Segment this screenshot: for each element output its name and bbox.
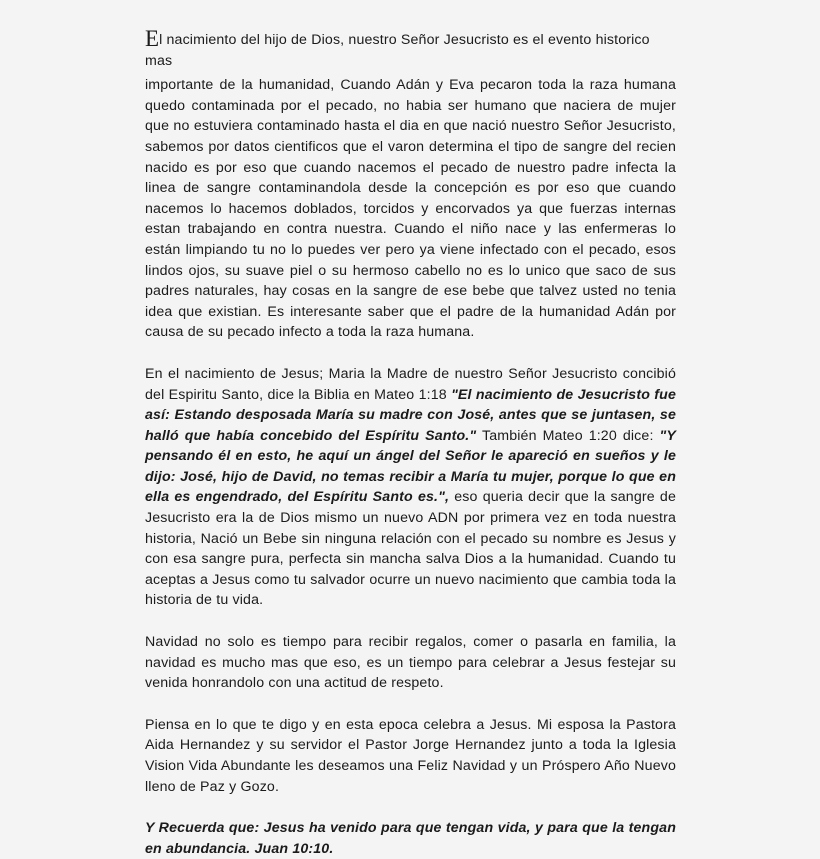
opening-lead-text: l nacimiento del hijo de Dios, nuestro Señor Jesucristo es el evento historico mas [145,32,650,69]
scripture-quote-matthew-1-20: "Y pensando él en esto, he aquí un ángel del Señor le apareció en sueños y le dijo: José, hijo de David, no temas recibir a María tu mujer, porque lo que en ella es engendrado, del Espíritu Santo es.", [145,427,676,506]
paragraph-navidad-meaning: Navidad no solo es tiempo para recibir regalos, comer o pasarla en familia, la navidad es mucho mas que eso, es un tiempo para celebrar a Jesus festejar su venida honrandolo con una actitud de respeto. [145,634,676,692]
paragraph-birth-of-jesus [145,25,676,343]
opening-lead-line [145,25,676,71]
scripture-quote-matthew-1-18: "El nacimiento de Jesucristo fue así: Estando desposada María su madre con José, antes que se juntasen, se halló que había concebido del Espíritu Santo." [145,386,676,444]
opening-body-text: importante de la humanidad, Cuando Adán y Eva pecaron toda la raza humana quedo contaminada por el pecado, no habia ser humano que naciera de mujer que no estuviera contaminado hasta el dia en que nació nuestro Señor Jesucristo, sabemos por datos cientificos que el varon determina el tipo de sangre del recien nacido es por eso que cuando nacemos el pecado de nuestro padre infecta la linea de sangre contaminandola desde la concepción es por eso que cuando nacemos lo hacemos doblados, torcidos y encorvados ya que fuerzas internas estan trabajando en contra nuestra. Cuando el niño nace y las enfermeras lo están limpiando tu no lo puedes ver pero ya viene infectado con el pecado, esos lindos ojos, su suave piel o su hermoso cabello no es lo unico que saco de sus padres naturales, hay cosas en la sangre de ese bebe que talvez usted no tenia idea que existian. Es interesante saber que el padre de la humanidad Adán por causa de su pecado infecto a toda la raza humana. [145,77,676,341]
scripture-intro-text: En el nacimiento de Jesus; Maria la Madre de nuestro Señor Jesucristo concibió del Espiritu Santo, dice la Biblia en Mateo 1:18 [145,365,676,403]
paragraph-pastor-greeting: Piensa en lo que te digo y en esta epoca celebra a Jesus. Mi esposa la Pastora Aida Hernandez y su servidor el Pastor Jorge Hernandez junto a toda la Iglesia Vision Vida Abundante les deseamos una Feliz Navidad y un Próspero Año Nuevo lleno de Paz y Gozo. [145,716,676,795]
paragraph-scripture-matthew [145,364,676,611]
document-body [145,25,676,859]
paragraph-closing-verse: Y Recuerda que: Jesus ha venido para que tengan vida, y para que la tengan en abundancia. Juan 10:10. [145,820,676,857]
drop-cap-letter: E [145,25,160,51]
scripture-outro-text: eso queria decir que la sangre de Jesucristo era la de Dios mismo un nuevo ADN por primera vez en toda nuestra historia, Nació un Bebe sin ninguna relación con el pecado su nombre es Jesus y con esa sangre pura, perfecta sin mancha salva Dios a la humanidad. Cuando tu aceptas a Jesus como tu salvador ocurre un nuevo nacimiento que cambia toda la historia de tu vida. [145,489,676,609]
scripture-middle-text: También Mateo 1:20 dice: [476,427,660,444]
